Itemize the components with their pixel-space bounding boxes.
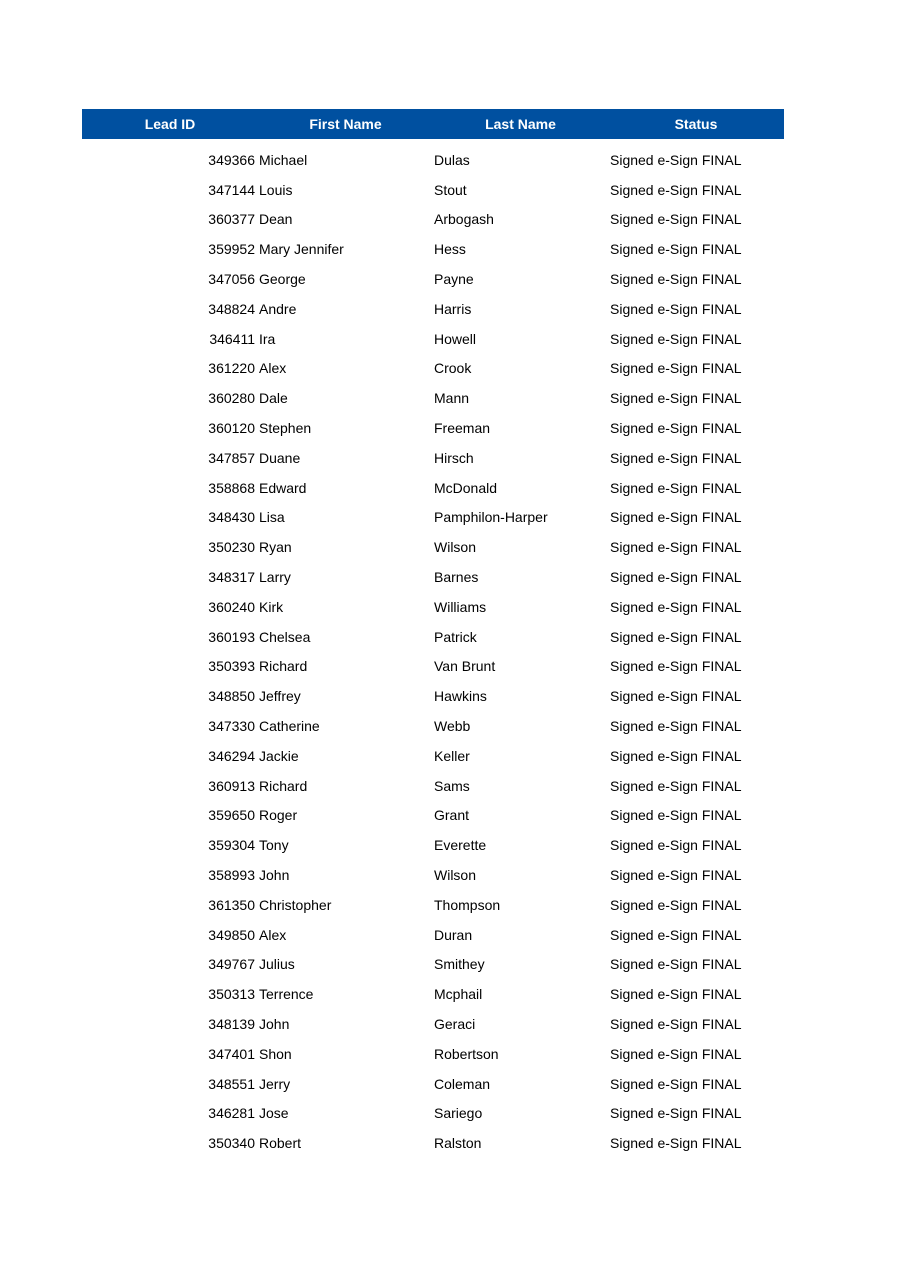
table-row[interactable] [82, 920, 784, 950]
first-name-cell: Michael [259, 151, 308, 168]
first-name-cell: John [259, 867, 290, 884]
table-row[interactable] [82, 950, 784, 980]
last-name-cell: Patrick [434, 628, 477, 645]
last-name-cell: Ralston [434, 1135, 482, 1152]
first-name-cell: Alex [259, 926, 287, 943]
first-name-cell: Jose [259, 1105, 289, 1122]
table-row[interactable] [82, 503, 784, 533]
table-row[interactable] [82, 413, 784, 443]
table-row[interactable] [82, 860, 784, 890]
lead-id-cell: 360377 [208, 211, 255, 228]
table-row[interactable] [82, 592, 784, 622]
first-name-cell: Louis [259, 181, 293, 198]
status-cell: Signed e-Sign FINAL [610, 151, 742, 168]
lead-id-cell: 360913 [208, 777, 255, 794]
lead-id-cell: 348317 [208, 569, 255, 586]
first-name-cell: Mary Jennifer [259, 241, 344, 258]
status-cell: Signed e-Sign FINAL [610, 718, 742, 735]
last-name-cell: Crook [434, 360, 472, 377]
column-header-last-name[interactable]: Last Name [485, 116, 556, 132]
last-name-cell: Harris [434, 300, 472, 317]
first-name-cell: Robert [259, 1135, 302, 1152]
last-name-cell: Everette [434, 837, 487, 854]
table-row[interactable] [82, 622, 784, 652]
table-row[interactable] [82, 979, 784, 1009]
first-name-cell: Roger [259, 807, 298, 824]
lead-id-cell: 349767 [208, 956, 255, 973]
first-name-cell: John [259, 1016, 290, 1032]
last-name-cell: Hirsch [434, 449, 474, 466]
table-row[interactable] [82, 383, 784, 413]
lead-id-cell: 360193 [208, 628, 255, 645]
status-cell: Signed e-Sign FINAL [610, 837, 742, 854]
first-name-cell: George [259, 271, 306, 288]
last-name-cell: Van Brunt [434, 658, 496, 675]
last-name-cell: McDonald [434, 479, 498, 496]
first-name-cell: Alex [259, 360, 287, 377]
lead-id-cell: 358993 [208, 867, 255, 884]
column-header-lead-id[interactable]: Lead ID [144, 116, 196, 132]
status-cell: Signed e-Sign FINAL [610, 241, 742, 258]
lead-id-cell: 359304 [208, 837, 255, 854]
table-row[interactable] [82, 354, 784, 384]
first-name-cell: Jeffrey [259, 688, 301, 705]
lead-id-cell: 348551 [208, 1075, 255, 1092]
last-name-cell: Williams [434, 598, 487, 615]
table-row[interactable] [82, 1099, 784, 1129]
status-cell: Signed e-Sign FINAL [610, 420, 742, 437]
lead-id-cell: 348850 [208, 688, 255, 705]
status-cell: Signed e-Sign FINAL [610, 390, 742, 407]
table-body [82, 145, 784, 1158]
status-cell: Signed e-Sign FINAL [610, 688, 742, 705]
table-row[interactable] [82, 830, 784, 860]
first-name-cell: Edward [259, 479, 307, 496]
table-row[interactable] [82, 532, 784, 562]
lead-id-cell: 348824 [208, 300, 255, 317]
first-name-cell: Kirk [259, 598, 284, 615]
last-name-cell: Coleman [434, 1075, 491, 1092]
first-name-cell: Christopher [259, 896, 332, 913]
first-name-cell: Duane [259, 449, 301, 466]
last-name-cell: Mann [434, 390, 470, 407]
lead-id-cell: 361220 [208, 360, 255, 377]
status-cell: Signed e-Sign FINAL [610, 181, 742, 198]
last-name-cell: Geraci [434, 1016, 476, 1032]
table-row[interactable] [82, 801, 784, 831]
status-cell: Signed e-Sign FINAL [610, 509, 742, 526]
lead-id-cell: 360240 [208, 598, 255, 615]
status-cell: Signed e-Sign FINAL [610, 926, 742, 943]
status-cell: Signed e-Sign FINAL [610, 598, 742, 615]
leads-table [82, 109, 784, 1152]
table-row[interactable] [82, 443, 784, 473]
last-name-cell: Smithey [434, 956, 485, 973]
status-cell: Signed e-Sign FINAL [610, 1135, 742, 1152]
lead-id-cell: 347144 [208, 181, 255, 198]
status-cell: Signed e-Sign FINAL [610, 479, 742, 496]
table-header-row [82, 109, 784, 139]
last-name-cell: Mcphail [434, 986, 483, 1003]
last-name-cell: Sariego [434, 1105, 483, 1122]
status-cell: Signed e-Sign FINAL [610, 747, 742, 764]
lead-id-cell: 346294 [208, 747, 255, 764]
lead-id-cell: 348139 [208, 1016, 255, 1032]
status-cell: Signed e-Sign FINAL [610, 360, 742, 377]
status-cell: Signed e-Sign FINAL [610, 1045, 742, 1062]
status-cell: Signed e-Sign FINAL [610, 777, 742, 794]
table-row[interactable] [82, 771, 784, 801]
first-name-cell: Jerry [259, 1075, 291, 1092]
first-name-cell: Ira [259, 330, 276, 347]
table-row[interactable] [82, 294, 784, 324]
table-row[interactable] [82, 145, 784, 175]
lead-id-cell: 349366 [208, 151, 255, 168]
status-cell: Signed e-Sign FINAL [610, 658, 742, 675]
table-row[interactable] [82, 890, 784, 920]
last-name-cell: Robertson [434, 1045, 499, 1062]
last-name-cell: Wilson [434, 867, 477, 884]
lead-id-cell: 347401 [208, 1045, 255, 1062]
last-name-cell: Hawkins [434, 688, 487, 705]
last-name-cell: Grant [434, 807, 470, 824]
lead-id-cell: 346411 [209, 330, 255, 347]
status-cell: Signed e-Sign FINAL [610, 986, 742, 1003]
last-name-cell: Thompson [434, 896, 501, 913]
status-cell: Signed e-Sign FINAL [610, 1075, 742, 1092]
table-row[interactable] [82, 324, 784, 354]
first-name-cell: Larry [259, 569, 291, 586]
status-cell: Signed e-Sign FINAL [610, 211, 742, 228]
lead-id-cell: 359650 [208, 807, 255, 824]
table-row[interactable] [82, 205, 784, 235]
last-name-cell: Pamphilon-Harper [434, 509, 548, 526]
status-cell: Signed e-Sign FINAL [610, 956, 742, 973]
status-cell: Signed e-Sign FINAL [610, 807, 742, 824]
last-name-cell: Sams [434, 777, 470, 794]
lead-id-cell: 361350 [208, 896, 255, 913]
last-name-cell: Payne [434, 271, 474, 288]
first-name-cell: Andre [259, 300, 297, 317]
last-name-cell: Arbogash [434, 211, 494, 228]
lead-id-cell: 347330 [208, 718, 255, 735]
table-row[interactable] [82, 1009, 784, 1039]
last-name-cell: Wilson [434, 539, 477, 556]
lead-id-cell: 359952 [208, 241, 255, 258]
lead-id-cell: 350393 [208, 658, 255, 675]
lead-id-cell: 347056 [208, 271, 255, 288]
first-name-cell: Chelsea [259, 628, 311, 645]
table-row[interactable] [82, 1039, 784, 1069]
status-cell: Signed e-Sign FINAL [610, 539, 742, 556]
first-name-cell: Julius [259, 956, 295, 973]
first-name-cell: Lisa [259, 509, 285, 526]
last-name-cell: Stout [434, 181, 467, 198]
lead-id-cell: 347857 [208, 449, 255, 466]
status-cell: Signed e-Sign FINAL [610, 330, 742, 347]
table-row[interactable] [82, 711, 784, 741]
table-row[interactable] [82, 175, 784, 205]
status-cell: Signed e-Sign FINAL [610, 569, 742, 586]
status-cell: Signed e-Sign FINAL [610, 449, 742, 466]
last-name-cell: Howell [434, 330, 477, 347]
first-name-cell: Catherine [259, 718, 320, 735]
status-cell: Signed e-Sign FINAL [610, 1016, 742, 1032]
last-name-cell: Freeman [434, 420, 491, 437]
first-name-cell: Richard [259, 777, 308, 794]
table-row[interactable] [82, 1128, 784, 1158]
lead-id-cell: 360280 [208, 390, 255, 407]
lead-id-cell: 348430 [208, 509, 255, 526]
table-row[interactable] [82, 234, 784, 264]
first-name-cell: Stephen [259, 420, 312, 437]
table-row[interactable] [82, 264, 784, 294]
last-name-cell: Duran [434, 926, 473, 943]
table-row[interactable] [82, 652, 784, 682]
first-name-cell: Jackie [259, 747, 299, 764]
last-name-cell: Keller [434, 747, 470, 764]
last-name-cell: Dulas [434, 151, 470, 168]
column-header-status[interactable]: Status [674, 116, 718, 132]
first-name-cell: Dale [259, 390, 288, 407]
first-name-cell: Ryan [259, 539, 292, 556]
last-name-cell: Barnes [434, 569, 479, 586]
lead-id-cell: 346281 [208, 1105, 255, 1122]
last-name-cell: Webb [434, 718, 471, 735]
lead-id-cell: 360120 [208, 420, 255, 437]
table-row[interactable] [82, 681, 784, 711]
first-name-cell: Dean [259, 211, 293, 228]
first-name-cell: Terrence [259, 986, 314, 1003]
status-cell: Signed e-Sign FINAL [610, 896, 742, 913]
lead-id-cell: 350230 [208, 539, 255, 556]
status-cell: Signed e-Sign FINAL [610, 628, 742, 645]
status-cell: Signed e-Sign FINAL [610, 1105, 742, 1122]
status-cell: Signed e-Sign FINAL [610, 271, 742, 288]
table-row[interactable] [82, 741, 784, 771]
first-name-cell: Richard [259, 658, 308, 675]
table-row[interactable] [82, 1069, 784, 1099]
lead-id-cell: 350340 [208, 1135, 255, 1152]
table-row[interactable] [82, 473, 784, 503]
lead-id-cell: 350313 [208, 986, 255, 1003]
column-header-first-name[interactable]: First Name [309, 116, 382, 132]
first-name-cell: Shon [259, 1045, 292, 1062]
status-cell: Signed e-Sign FINAL [610, 300, 742, 317]
last-name-cell: Hess [434, 241, 466, 258]
lead-id-cell: 349850 [208, 926, 255, 943]
lead-id-cell: 358868 [208, 479, 255, 496]
status-cell: Signed e-Sign FINAL [610, 867, 742, 884]
table-row[interactable] [82, 562, 784, 592]
first-name-cell: Tony [259, 837, 289, 854]
